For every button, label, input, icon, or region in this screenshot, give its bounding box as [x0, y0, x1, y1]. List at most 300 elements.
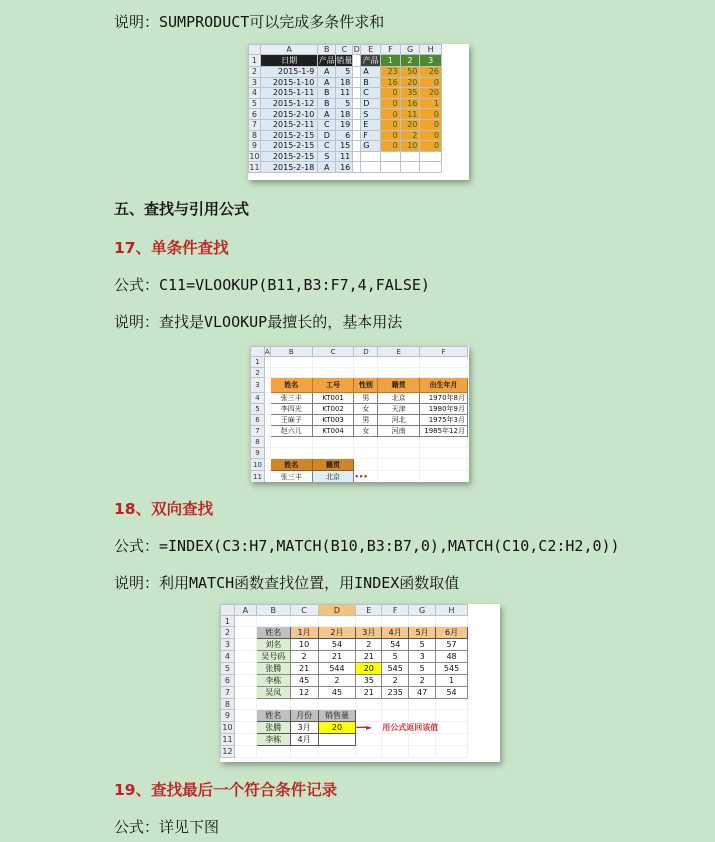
- data-cell: 54: [436, 687, 468, 699]
- data-cell: 18: [336, 77, 353, 88]
- column-header: G: [409, 605, 436, 616]
- data-cell: 0: [420, 77, 442, 88]
- data-cell: [353, 67, 361, 78]
- header-cell: 姓名: [270, 459, 312, 471]
- data-cell: 545: [382, 663, 409, 675]
- table-row: [251, 437, 468, 448]
- empty-cell: [382, 746, 409, 757]
- table-row: [251, 368, 468, 378]
- spreadsheet-image-index-match: [220, 604, 500, 762]
- row-number: 5: [221, 663, 235, 675]
- header-cell: 1月: [290, 627, 318, 639]
- empty-cell: [382, 616, 409, 627]
- table-row: [251, 459, 468, 471]
- data-cell: 2015-1-10: [260, 77, 317, 88]
- data-cell: 1: [420, 98, 442, 109]
- header-cell: 产品: [362, 56, 379, 65]
- data-cell: 23: [381, 67, 401, 78]
- data-cell: A: [361, 67, 381, 78]
- data-cell: 20: [356, 663, 382, 675]
- lookup-cell: 李栋: [256, 734, 290, 746]
- empty-cell: [318, 746, 356, 757]
- data-cell: 河北: [378, 415, 420, 426]
- table-row: [221, 639, 468, 651]
- header-cell: 2: [400, 55, 420, 67]
- table-row: [249, 77, 442, 88]
- header-cell: 6月: [436, 627, 468, 639]
- data-cell: 35: [400, 88, 420, 99]
- empty-cell: [354, 437, 378, 448]
- empty-cell: [436, 734, 468, 746]
- data-cell: B: [318, 98, 336, 109]
- empty-cell: [356, 746, 382, 757]
- empty-cell: [270, 368, 312, 378]
- column-header: A: [234, 605, 256, 616]
- data-cell: 男: [354, 415, 378, 426]
- table-row: [249, 130, 442, 141]
- empty-cell: [378, 448, 420, 459]
- data-cell: 2015-1-12: [260, 98, 317, 109]
- data-cell: 女: [354, 404, 378, 415]
- empty-cell: [409, 746, 436, 757]
- data-cell: [353, 98, 361, 109]
- data-cell: 235: [382, 687, 409, 699]
- empty-cell: [290, 616, 318, 627]
- data-cell: E: [361, 119, 381, 130]
- data-cell: 57: [436, 639, 468, 651]
- column-header: F: [382, 605, 409, 616]
- data-cell: A: [318, 77, 336, 88]
- data-cell: 2015-2-15: [260, 130, 317, 141]
- table-row: [249, 67, 442, 78]
- table-row: [251, 393, 468, 404]
- empty-cell: [354, 459, 378, 471]
- data-cell: 2: [290, 651, 318, 663]
- section-title-lookup: 五、查找与引用公式: [114, 200, 250, 218]
- header-cell: 1: [381, 55, 401, 67]
- data-cell: 张腾: [256, 663, 290, 675]
- data-cell: F: [361, 130, 381, 141]
- data-cell: 47: [409, 687, 436, 699]
- data-cell: 35: [356, 675, 382, 687]
- header-cell: [353, 55, 361, 67]
- column-header: [221, 605, 235, 616]
- column-header: C: [336, 45, 353, 55]
- empty-cell: [354, 357, 378, 368]
- table-row: [249, 109, 442, 120]
- empty-cell: [420, 471, 468, 483]
- header-cell: 5月: [409, 627, 436, 639]
- empty-cell: [318, 616, 356, 627]
- empty-cell: [382, 734, 409, 746]
- data-cell: KT001: [312, 393, 354, 404]
- table-row: [221, 627, 468, 639]
- data-cell: 吴凤: [256, 687, 290, 699]
- empty-cell: [382, 710, 409, 722]
- header-cell: 3: [420, 55, 442, 67]
- header-cell: 月份: [290, 710, 318, 722]
- row-number: 5: [249, 98, 261, 109]
- table-row: [249, 45, 442, 55]
- empty-cell: [290, 746, 318, 757]
- lookup-cell: 北京: [312, 471, 354, 483]
- header-cell: 日期: [260, 55, 317, 67]
- data-cell: 16: [400, 98, 420, 109]
- column-header: F: [381, 45, 401, 55]
- column-header: B: [318, 45, 336, 55]
- row-number: 12: [222, 746, 233, 756]
- data-cell: C: [318, 141, 336, 152]
- lookup-cell: 张三丰: [270, 471, 312, 483]
- row-number: 6: [251, 415, 265, 426]
- data-cell: 20: [420, 88, 442, 99]
- data-cell: 11: [336, 151, 353, 162]
- header-cell: 姓名: [270, 378, 312, 393]
- empty-cell: [382, 699, 409, 710]
- table-row: [249, 151, 442, 162]
- data-cell: S: [318, 151, 336, 162]
- empty-cell: [234, 627, 256, 639]
- table-row: [221, 710, 468, 722]
- empty-cell: [356, 616, 382, 627]
- empty-cell: [409, 699, 436, 710]
- empty-cell: [256, 699, 290, 710]
- row-number: 10: [249, 152, 260, 162]
- data-cell: 0: [420, 119, 442, 130]
- empty-cell: [318, 699, 356, 710]
- empty-cell: [270, 437, 312, 448]
- data-cell: 16: [336, 162, 353, 173]
- sheet1-table: [248, 44, 442, 173]
- data-cell: 11: [400, 109, 420, 120]
- data-cell: 545: [436, 663, 468, 675]
- data-cell: 王麻子: [270, 415, 312, 426]
- empty-cell: [234, 722, 256, 734]
- sheet3-table: [220, 604, 468, 758]
- data-cell: 2: [400, 130, 420, 141]
- data-cell: [400, 151, 420, 162]
- data-cell: B: [318, 88, 336, 99]
- empty-cell: [234, 639, 256, 651]
- column-header: E: [378, 347, 420, 357]
- data-cell: 1980年9月: [420, 404, 468, 415]
- row-number: 1: [251, 357, 265, 368]
- data-cell: 河南: [378, 426, 420, 437]
- table-row: [251, 471, 468, 483]
- table-row: [251, 357, 468, 368]
- header-cell: 姓名: [256, 627, 290, 639]
- data-cell: 张三丰: [270, 393, 312, 404]
- header-cell: 2月: [318, 627, 356, 639]
- empty-cell: [378, 437, 420, 448]
- table-row: [249, 55, 442, 67]
- data-cell: [420, 162, 442, 173]
- data-cell: 45: [290, 675, 318, 687]
- row-number: 1: [249, 55, 261, 67]
- s18-formula: 公式：=INDEX(C3:H7,MATCH(B10,B3:B7,0),MATCH(C10,C2:H2,0)): [114, 537, 620, 555]
- row-number: 8: [221, 699, 235, 710]
- empty-cell: [356, 699, 382, 710]
- row-number: 7: [249, 119, 261, 130]
- data-cell: 2015-2-11: [260, 119, 317, 130]
- data-cell: 0: [420, 109, 442, 120]
- data-cell: 10: [290, 639, 318, 651]
- data-cell: [353, 151, 361, 162]
- data-cell: 0: [381, 141, 401, 152]
- row-number: 9: [249, 141, 261, 152]
- column-header: E: [361, 45, 381, 55]
- header-cell: 工号: [312, 378, 354, 393]
- arrow-icon: ━━►: [356, 722, 382, 734]
- data-cell: [353, 119, 361, 130]
- data-cell: [361, 162, 381, 173]
- data-cell: 21: [318, 651, 356, 663]
- empty-cell: [270, 357, 312, 368]
- spreadsheet-image-vlookup: [250, 346, 469, 482]
- data-cell: 1: [436, 675, 468, 687]
- empty-cell: [436, 746, 468, 757]
- header-cell: 性别: [354, 378, 378, 393]
- data-cell: 2: [318, 675, 356, 687]
- data-cell: 1970年8月: [420, 393, 468, 404]
- empty-cell: [234, 675, 256, 687]
- column-header: F: [420, 347, 468, 357]
- data-cell: 2015-2-15: [260, 151, 317, 162]
- table-row: [249, 88, 442, 99]
- data-cell: 6: [336, 130, 353, 141]
- column-header: A: [265, 347, 270, 356]
- empty-cell: [290, 699, 318, 710]
- data-cell: 李四光: [270, 404, 312, 415]
- lookup-cell: 4月: [290, 734, 318, 746]
- empty-cell: [312, 357, 354, 368]
- empty-cell: [436, 699, 468, 710]
- data-cell: 3: [409, 651, 436, 663]
- row-number: 3: [251, 378, 265, 393]
- table-row: [221, 651, 468, 663]
- data-cell: 0: [381, 130, 401, 141]
- column-header: A: [260, 45, 317, 55]
- row-number: 5: [251, 404, 265, 415]
- data-cell: [353, 141, 361, 152]
- header-cell: 出生年月: [420, 378, 468, 393]
- empty-cell: [378, 357, 420, 368]
- data-cell: 2015-1-11: [260, 88, 317, 99]
- empty-cell: [312, 437, 354, 448]
- data-cell: [381, 162, 401, 173]
- data-cell: 2015-1-9: [260, 67, 317, 78]
- empty-cell: [420, 368, 468, 378]
- data-cell: 5: [409, 639, 436, 651]
- header-cell: 3月: [356, 627, 382, 639]
- empty-cell: [354, 368, 378, 378]
- data-cell: 48: [436, 651, 468, 663]
- row-number: 6: [221, 675, 235, 687]
- empty-cell: [409, 734, 436, 746]
- data-cell: 20: [400, 119, 420, 130]
- empty-cell: [420, 459, 468, 471]
- empty-cell: [420, 357, 468, 368]
- s17-title: 17、单条件查找: [114, 239, 229, 257]
- data-cell: S: [361, 109, 381, 120]
- row-number: 10: [251, 459, 265, 471]
- row-number: 2: [221, 627, 235, 639]
- empty-cell: [234, 710, 256, 722]
- row-number: 7: [221, 687, 235, 699]
- data-cell: 2015-2-10: [260, 109, 317, 120]
- row-number: 2: [251, 368, 265, 378]
- column-header: D: [354, 347, 378, 357]
- table-row: [221, 687, 468, 699]
- s18-note: 说明：利用MATCH函数查找位置，用INDEX函数取值: [114, 574, 460, 592]
- column-header: E: [356, 605, 382, 616]
- table-row: [221, 663, 468, 675]
- empty-cell: [312, 448, 354, 459]
- row-number: 4: [221, 651, 235, 663]
- row-number: 2: [249, 67, 261, 78]
- data-cell: D: [318, 130, 336, 141]
- empty-cell: [234, 699, 256, 710]
- data-cell: [353, 130, 361, 141]
- arrow-dots: •••: [354, 471, 378, 483]
- table-row: [221, 616, 468, 627]
- empty-cell: [354, 448, 378, 459]
- table-row: [251, 426, 468, 437]
- table-row: [221, 699, 468, 710]
- data-cell: 45: [318, 687, 356, 699]
- data-cell: 男: [354, 393, 378, 404]
- data-cell: KT004: [312, 426, 354, 437]
- row-number: 4: [251, 393, 265, 404]
- data-cell: 18: [336, 109, 353, 120]
- empty-cell: [356, 710, 382, 722]
- column-header: H: [420, 45, 442, 55]
- data-cell: 2: [382, 675, 409, 687]
- data-cell: [400, 162, 420, 173]
- lookup-cell: 张腾: [256, 722, 290, 734]
- data-cell: 20: [400, 77, 420, 88]
- data-cell: 5: [382, 651, 409, 663]
- header-cell: 销售量: [318, 710, 356, 722]
- data-cell: 0: [381, 109, 401, 120]
- column-header: C: [312, 347, 354, 357]
- empty-cell: [420, 437, 468, 448]
- data-cell: 0: [381, 98, 401, 109]
- data-cell: B: [361, 77, 381, 88]
- data-cell: 2015-2-15: [260, 141, 317, 152]
- table-row: [249, 141, 442, 152]
- lookup-cell: 20: [318, 722, 356, 734]
- data-cell: 544: [318, 663, 356, 675]
- data-cell: 2: [409, 675, 436, 687]
- header-cell: 籍贯: [378, 378, 420, 393]
- empty-cell: [234, 651, 256, 663]
- data-cell: A: [318, 109, 336, 120]
- data-cell: [361, 151, 381, 162]
- data-cell: A: [318, 67, 336, 78]
- table-row: [251, 378, 468, 393]
- empty-cell: [234, 746, 256, 757]
- empty-cell: [270, 448, 312, 459]
- table-row: [251, 448, 468, 459]
- row-number: 7: [251, 426, 265, 437]
- data-cell: 刘名: [256, 639, 290, 651]
- empty-cell: [256, 616, 290, 627]
- data-cell: 天津: [378, 404, 420, 415]
- data-cell: 54: [382, 639, 409, 651]
- column-header: [251, 347, 265, 357]
- column-header: B: [256, 605, 290, 616]
- lookup-cell: 3月: [290, 722, 318, 734]
- empty-cell: [234, 734, 256, 746]
- column-header: C: [290, 605, 318, 616]
- empty-cell: [356, 734, 382, 746]
- header-cell: 产品: [318, 56, 335, 65]
- table-row: [221, 605, 468, 616]
- s17-formula: 公式：C11=VLOOKUP(B11,B3:F7,4,FALSE): [114, 276, 430, 294]
- data-cell: [381, 151, 401, 162]
- data-cell: 19: [336, 119, 353, 130]
- s19-title: 19、查找最后一个符合条件记录: [114, 781, 338, 799]
- data-cell: [353, 77, 361, 88]
- data-cell: 12: [290, 687, 318, 699]
- data-cell: [353, 88, 361, 99]
- annotation-text: 用公式返回该值: [382, 722, 468, 734]
- data-cell: 21: [356, 651, 382, 663]
- data-cell: C: [361, 88, 381, 99]
- data-cell: 2: [356, 639, 382, 651]
- row-number: 10: [222, 723, 233, 733]
- data-cell: 李栋: [256, 675, 290, 687]
- data-cell: 1975年3月: [420, 415, 468, 426]
- data-cell: 54: [318, 639, 356, 651]
- empty-cell: [436, 616, 468, 627]
- table-row: [221, 746, 468, 757]
- empty-cell: [234, 687, 256, 699]
- s18-title: 18、双向查找: [114, 500, 214, 518]
- empty-cell: [256, 746, 290, 757]
- data-cell: 50: [400, 67, 420, 78]
- column-header: H: [436, 605, 468, 616]
- data-cell: 26: [420, 67, 442, 78]
- empty-cell: [312, 368, 354, 378]
- row-number: 11: [251, 471, 265, 483]
- data-cell: D: [361, 98, 381, 109]
- data-cell: 1985年12月: [420, 426, 468, 437]
- data-cell: 0: [420, 130, 442, 141]
- lookup-cell: [318, 734, 356, 746]
- header-cell: 籍贯: [312, 459, 354, 471]
- row-number: 8: [249, 130, 261, 141]
- data-cell: 吴号码: [256, 651, 290, 663]
- column-header: D: [353, 45, 360, 54]
- row-number: 11: [222, 735, 233, 745]
- table-row: [251, 415, 468, 426]
- table-row: [249, 162, 442, 173]
- data-cell: [353, 162, 361, 173]
- row-number: 8: [251, 437, 265, 448]
- spreadsheet-image-sumproduct: [248, 44, 469, 180]
- data-cell: 10: [400, 141, 420, 152]
- row-number: 4: [249, 88, 261, 99]
- s16-note: 说明：SUMPRODUCT可以完成多条件求和: [114, 13, 385, 31]
- row-number: 3: [249, 77, 261, 88]
- column-header: [249, 45, 261, 55]
- data-cell: 21: [290, 663, 318, 675]
- empty-cell: [378, 471, 420, 483]
- header-cell: 4月: [382, 627, 409, 639]
- data-cell: 21: [356, 687, 382, 699]
